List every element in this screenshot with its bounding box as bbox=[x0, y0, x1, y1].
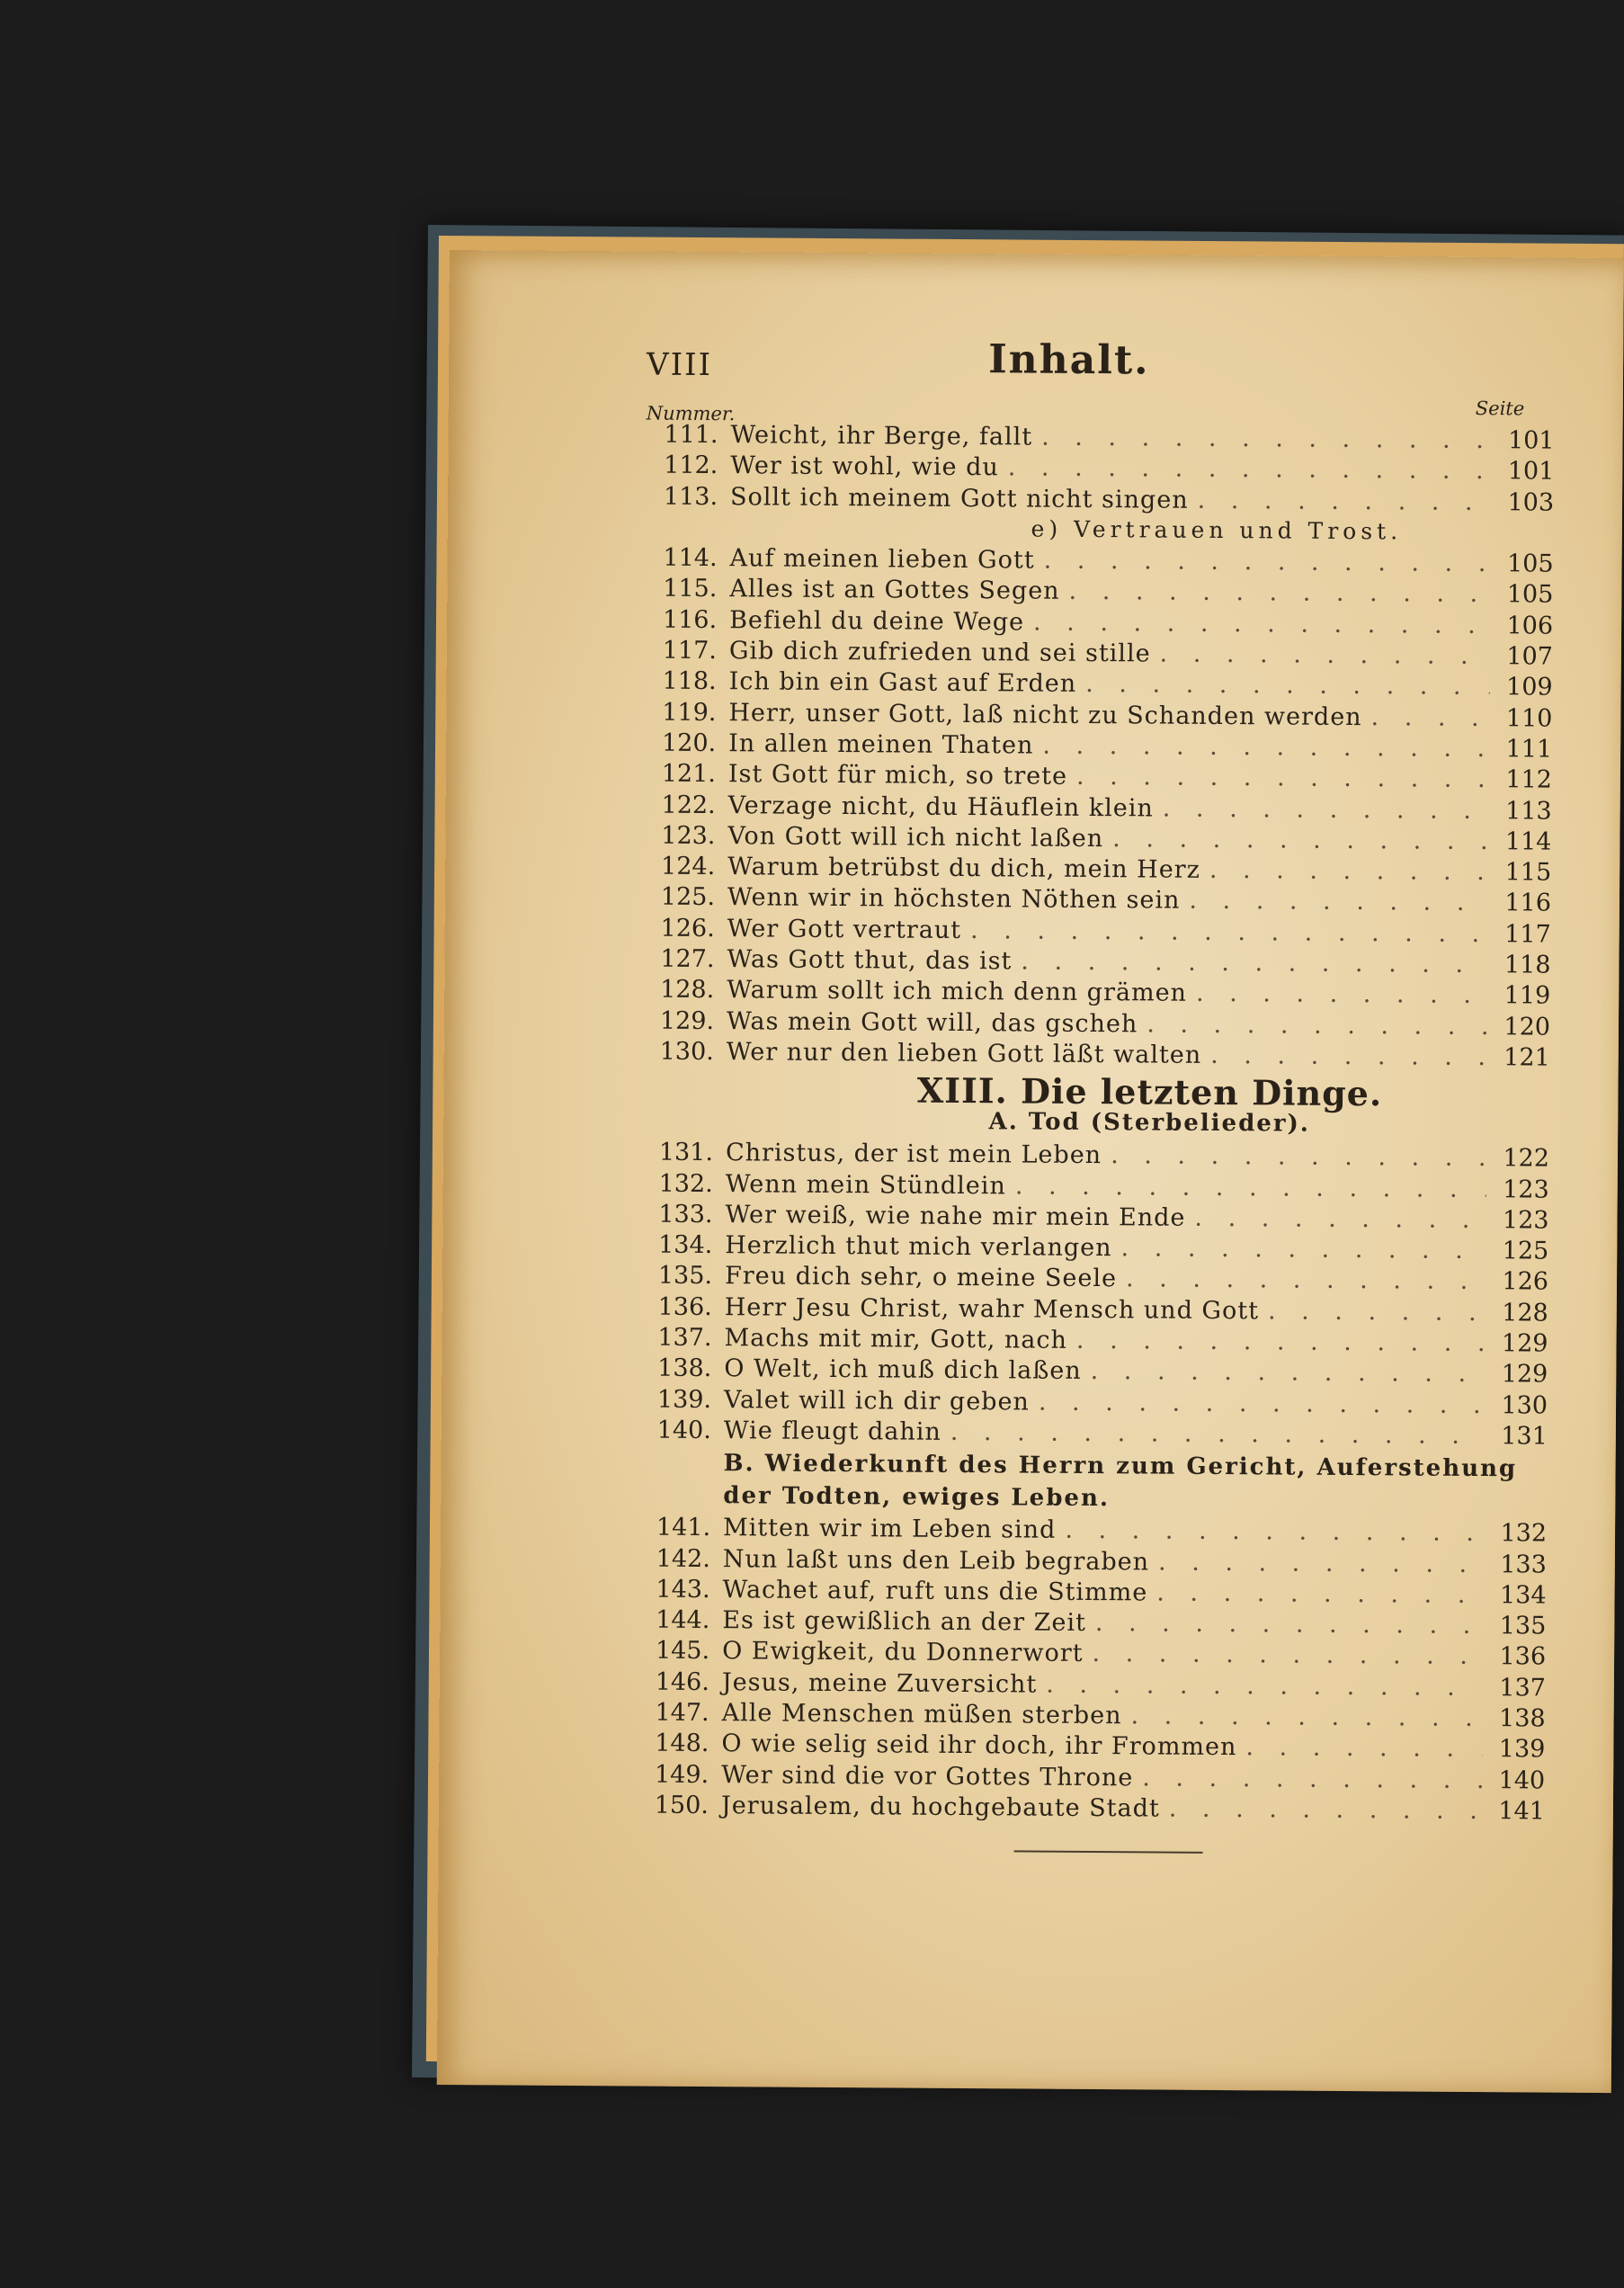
table-of-contents bbox=[637, 421, 1555, 1828]
dot-leader bbox=[1198, 486, 1492, 515]
dot-leader bbox=[970, 916, 1488, 948]
entry-page: 137 bbox=[1499, 1673, 1546, 1703]
entry-title: Wie fleugt dahin bbox=[723, 1417, 941, 1446]
dot-leader bbox=[1041, 424, 1492, 454]
entry-page: 128 bbox=[1502, 1298, 1548, 1327]
entry-title: Verzage nicht, du Häuflein klein bbox=[727, 791, 1154, 823]
dot-leader bbox=[1126, 1265, 1486, 1296]
entry-page: 136 bbox=[1499, 1642, 1547, 1671]
entry-page: 140 bbox=[1498, 1765, 1546, 1795]
entry-number: 129. bbox=[659, 1006, 715, 1035]
entry-title: Mitten wir im Leben sind bbox=[722, 1514, 1057, 1544]
entry-number: 130. bbox=[659, 1037, 714, 1067]
dot-leader bbox=[1210, 1041, 1487, 1071]
entry-title: Jerusalem, du hochgebaute Stadt bbox=[720, 1792, 1160, 1823]
dot-leader bbox=[1039, 1388, 1485, 1418]
entry-number: 150. bbox=[654, 1791, 709, 1819]
entry-title: Wenn wir in höchsten Nöthen sein bbox=[727, 883, 1181, 916]
entry-title: Herr, unser Gott, laß nicht zu Schanden werden bbox=[728, 698, 1362, 731]
entry-number: 132. bbox=[658, 1169, 713, 1198]
entry-page: 101 bbox=[1507, 426, 1555, 455]
entry-page: 117 bbox=[1504, 919, 1551, 949]
entry-number: 116. bbox=[662, 605, 718, 634]
entry-number: 148. bbox=[655, 1729, 709, 1758]
dot-leader bbox=[1085, 670, 1490, 701]
entry-title: Weicht, ihr Berge, fallt bbox=[730, 421, 1033, 451]
dot-leader bbox=[1245, 1734, 1482, 1764]
entry-page: 110 bbox=[1505, 703, 1553, 733]
dot-leader bbox=[1091, 1357, 1486, 1388]
toc-group-3 bbox=[639, 1139, 1549, 1453]
entry-page: 141 bbox=[1498, 1797, 1546, 1826]
entry-title: O Ewigkeit, du Donnerwort bbox=[722, 1637, 1084, 1668]
entry-page: 129 bbox=[1501, 1360, 1548, 1389]
entry-title: Was Gott thut, das ist bbox=[727, 945, 1013, 976]
entry-page: 121 bbox=[1504, 1043, 1550, 1072]
entry-number: 121. bbox=[661, 759, 717, 789]
entry-title: Von Gott will ich nicht laßen bbox=[727, 822, 1104, 853]
entry-number: 123. bbox=[661, 821, 716, 850]
dot-leader bbox=[1111, 1141, 1486, 1172]
entry-page: 113 bbox=[1505, 796, 1552, 826]
entry-number: 142. bbox=[656, 1544, 710, 1573]
entry-title: Machs mit mir, Gott, nach bbox=[724, 1324, 1068, 1354]
dot-leader bbox=[1015, 1172, 1486, 1203]
entry-page: 129 bbox=[1501, 1329, 1548, 1358]
entry-number: 120. bbox=[661, 728, 717, 758]
page-header bbox=[647, 335, 1546, 395]
dot-leader bbox=[1130, 1702, 1482, 1732]
dot-leader bbox=[1158, 1548, 1484, 1578]
entry-title: Wachet auf, ruft uns die Stimme bbox=[722, 1575, 1148, 1607]
entry-title: Jesus, meine Zuversicht bbox=[721, 1667, 1038, 1699]
entry-number: 140. bbox=[656, 1416, 711, 1444]
entry-page: 130 bbox=[1501, 1390, 1548, 1420]
subheading-death: A. Tod (Sterbelieder). bbox=[988, 1108, 1311, 1138]
dot-leader bbox=[1120, 1234, 1486, 1265]
dot-leader bbox=[1044, 547, 1491, 577]
entry-number: 122. bbox=[661, 791, 716, 819]
dot-leader bbox=[1076, 763, 1489, 793]
entry-number: 125. bbox=[660, 883, 716, 912]
dot-leader bbox=[1008, 454, 1492, 486]
entry-title: O wie selig seid ihr doch, ihr Frommen bbox=[721, 1729, 1237, 1762]
entry-page: 126 bbox=[1502, 1267, 1549, 1296]
entry-number: 149. bbox=[654, 1760, 709, 1789]
end-rule bbox=[1014, 1850, 1203, 1853]
subheading-return: B. Wiederkunft des Herrn zum Gericht, Auferstehung der Todten, ewiges Leben. bbox=[723, 1450, 1518, 1513]
toc-entry bbox=[637, 1791, 1545, 1828]
toc-group-2 bbox=[642, 544, 1554, 1075]
dot-leader bbox=[1371, 703, 1490, 732]
entry-number: 114. bbox=[663, 543, 718, 573]
entry-page: 123 bbox=[1502, 1206, 1549, 1235]
entry-number: 135. bbox=[657, 1262, 713, 1291]
entry-page: 134 bbox=[1499, 1580, 1547, 1610]
entry-number: 118. bbox=[662, 667, 717, 696]
entry-number: 115. bbox=[663, 575, 718, 603]
dot-leader bbox=[1156, 1578, 1484, 1609]
dot-leader bbox=[1046, 1670, 1483, 1701]
entry-number: 133. bbox=[658, 1200, 713, 1229]
entry-title: Wer ist wohl, wie du bbox=[730, 451, 999, 482]
dot-leader bbox=[1112, 825, 1488, 855]
entry-number: 141. bbox=[656, 1513, 711, 1542]
entry-number: 136. bbox=[657, 1292, 712, 1321]
dot-leader bbox=[1092, 1640, 1483, 1670]
entry-page: 132 bbox=[1500, 1519, 1548, 1548]
entry-page: 123 bbox=[1503, 1175, 1549, 1204]
dot-leader bbox=[1160, 640, 1490, 671]
entry-title: Befiehl du deine Wege bbox=[729, 605, 1025, 637]
toc-group-1 bbox=[646, 421, 1555, 520]
dot-leader bbox=[1142, 1764, 1482, 1794]
entry-title: Wenn mein Stündlein bbox=[725, 1169, 1006, 1200]
entry-title: Warum sollt ich mich denn grämen bbox=[727, 976, 1188, 1008]
entry-number: 143. bbox=[656, 1575, 710, 1604]
dot-leader bbox=[1021, 948, 1487, 979]
dot-leader bbox=[950, 1418, 1485, 1450]
entry-title: Es ist gewißlich an der Zeit bbox=[722, 1606, 1086, 1638]
entry-title: Christus, der ist mein Leben bbox=[725, 1139, 1102, 1170]
entry-page: 109 bbox=[1505, 673, 1553, 702]
entry-title: Auf meinen lieben Gott bbox=[729, 544, 1035, 575]
entry-title: Warum betrübst du dich, mein Herz bbox=[727, 853, 1200, 885]
toc-group-4 bbox=[637, 1514, 1547, 1828]
entry-number: 126. bbox=[660, 914, 715, 943]
entry-title: Freu dich sehr, o meine Seele bbox=[724, 1262, 1118, 1293]
entry-page: 111 bbox=[1505, 735, 1553, 764]
dot-leader bbox=[1194, 1204, 1486, 1234]
entry-title: Nun laßt uns den Leib begraben bbox=[722, 1544, 1150, 1576]
entry-page: 119 bbox=[1504, 981, 1551, 1010]
entry-title: Sollt ich meinem Gott nicht singen bbox=[729, 482, 1189, 514]
entry-title: Alles ist an Gottes Segen bbox=[729, 575, 1060, 606]
entry-number: 145. bbox=[655, 1637, 710, 1666]
entry-number: 127. bbox=[660, 944, 715, 974]
entry-number: 131. bbox=[658, 1138, 714, 1167]
entry-page: 114 bbox=[1504, 827, 1552, 856]
entry-number: 137. bbox=[657, 1323, 712, 1353]
book-page bbox=[437, 250, 1624, 2093]
dot-leader bbox=[1095, 1609, 1484, 1640]
entry-title: Wer Gott vertraut bbox=[727, 914, 962, 944]
subheading-trust: e) Vertrauen und Trost. bbox=[1031, 515, 1403, 545]
entry-title: Valet will ich dir geben bbox=[723, 1385, 1031, 1417]
entry-title: Was mein Gott will, das gscheh bbox=[726, 1006, 1138, 1039]
entry-title: In allen meinen Thaten bbox=[728, 729, 1034, 760]
entry-title: Herzlich thut mich verlangen bbox=[725, 1231, 1112, 1263]
entry-number: 139. bbox=[656, 1385, 712, 1414]
entry-title: Ich bin ein Gast auf Erden bbox=[728, 667, 1077, 699]
dot-leader bbox=[1196, 979, 1487, 1009]
page-title: Inhalt. bbox=[987, 336, 1150, 384]
entry-page: 125 bbox=[1502, 1237, 1549, 1265]
dot-leader bbox=[1209, 856, 1489, 886]
entry-number: 146. bbox=[655, 1667, 709, 1696]
entry-page: 135 bbox=[1499, 1612, 1547, 1640]
entry-page: 107 bbox=[1506, 642, 1553, 671]
column-label-page: Seite bbox=[1475, 397, 1525, 420]
dot-leader bbox=[1033, 608, 1490, 639]
entry-page: 101 bbox=[1507, 457, 1555, 486]
entry-page: 133 bbox=[1500, 1550, 1547, 1579]
entry-page: 138 bbox=[1498, 1704, 1546, 1733]
entry-page: 105 bbox=[1506, 580, 1554, 610]
dot-leader bbox=[1076, 1327, 1486, 1357]
entry-page: 118 bbox=[1504, 951, 1551, 979]
dot-leader bbox=[1069, 577, 1491, 608]
entry-number: 112. bbox=[664, 451, 718, 480]
entry-page: 112 bbox=[1505, 765, 1553, 794]
entry-number: 138. bbox=[657, 1354, 712, 1383]
entry-number: 113. bbox=[663, 482, 718, 511]
entry-page: 106 bbox=[1506, 611, 1554, 640]
entry-title: Ist Gott für mich, so trete bbox=[727, 760, 1068, 791]
entry-number: 134. bbox=[658, 1230, 713, 1260]
entry-page: 105 bbox=[1506, 550, 1554, 578]
entry-page: 131 bbox=[1501, 1422, 1548, 1451]
entry-number: 144. bbox=[656, 1605, 710, 1635]
page-number: VIII bbox=[646, 346, 713, 384]
dot-leader bbox=[1169, 1795, 1482, 1825]
entry-number: 128. bbox=[660, 975, 715, 1005]
dot-leader bbox=[1268, 1297, 1486, 1327]
entry-title: Alle Menschen müßen sterben bbox=[721, 1699, 1122, 1730]
entry-title: O Welt, ich muß dich laßen bbox=[724, 1354, 1082, 1386]
entry-page: 122 bbox=[1503, 1144, 1550, 1173]
entry-number: 111. bbox=[664, 420, 718, 450]
entry-number: 117. bbox=[662, 636, 718, 666]
dot-leader bbox=[1147, 1010, 1487, 1041]
entry-page: 103 bbox=[1507, 487, 1555, 517]
column-label-number: Nummer. bbox=[646, 402, 736, 425]
entry-number: 147. bbox=[655, 1698, 709, 1728]
dot-leader bbox=[1042, 732, 1489, 763]
entry-title: Gib dich zufrieden und sei stille bbox=[728, 637, 1151, 668]
entry-title: Wer sind die vor Gottes Throne bbox=[721, 1760, 1134, 1792]
dot-leader bbox=[1163, 794, 1489, 825]
entry-page: 139 bbox=[1498, 1735, 1546, 1764]
section-heading: XIII. Die letzten Dinge. bbox=[916, 1069, 1383, 1114]
entry-number: 124. bbox=[660, 852, 716, 881]
entry-page: 115 bbox=[1504, 858, 1552, 887]
entry-page: 120 bbox=[1504, 1012, 1551, 1041]
entry-title: Wer weiß, wie nahe mir mein Ende bbox=[725, 1200, 1186, 1232]
entry-title: Wer nur den lieben Gott läßt walten bbox=[726, 1038, 1202, 1069]
entry-number: 119. bbox=[662, 698, 717, 727]
dot-leader bbox=[1189, 887, 1488, 916]
entry-title: Herr Jesu Christ, wahr Mensch und Gott bbox=[724, 1292, 1260, 1326]
dot-leader bbox=[1065, 1516, 1484, 1547]
entry-page: 116 bbox=[1504, 889, 1552, 918]
